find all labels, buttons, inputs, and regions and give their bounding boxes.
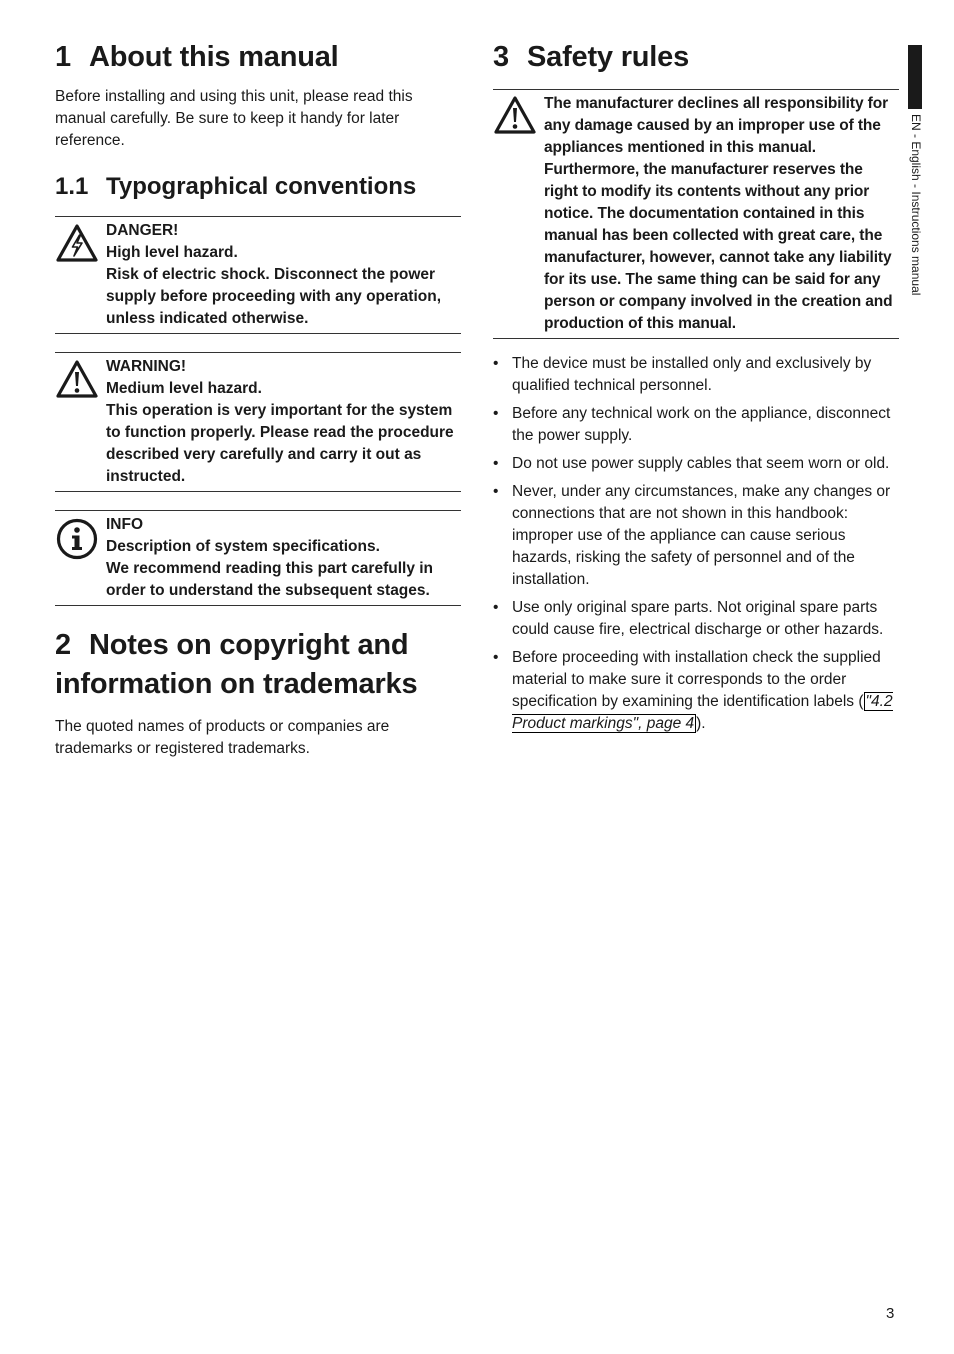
section-3-number: 3	[493, 41, 509, 73]
list-item	[493, 453, 899, 475]
electric-hazard-icon	[55, 220, 106, 268]
product-markings-link[interactable]: "4.2 Product markings", page 4	[512, 693, 893, 732]
list-item-text: Use only original spare parts. Not original spare parts could cause fire, electrical discharge or other hazards.	[512, 599, 884, 638]
list-item	[493, 647, 899, 735]
liability-notice	[493, 89, 899, 339]
section-1-1-number: 1.1	[55, 173, 89, 200]
bullet-marker: •	[493, 455, 499, 472]
section-1-1-title: Typographical conventions	[106, 173, 417, 200]
warning-title: WARNING!	[106, 358, 187, 375]
liability-notice-text: The manufacturer declines all responsibility for any damage caused by an improper use of the appliances mentioned in this manual. Furthermore, the manufacturer reserves the right to modify its contents without any prior notice. The documentation contained in this manual has been collected with great care, the manufacturer, however, cannot take any liability for its use. The same thing can be said for any person or company involved in the creation and production of this manual.	[544, 95, 893, 332]
danger-title: DANGER!	[106, 222, 179, 239]
danger-description: Risk of electric shock. Disconnect the power supply before proceeding with any operation, unless indicated otherwise.	[106, 266, 442, 327]
bullet-marker: •	[493, 599, 499, 616]
warning-icon	[493, 93, 544, 140]
section-1-1-heading	[55, 172, 461, 202]
section-2-heading	[55, 626, 461, 704]
section-1-heading	[55, 38, 461, 77]
bullet-marker: •	[493, 483, 499, 500]
warning-level: Medium level hazard.	[106, 380, 262, 397]
warning-icon	[55, 356, 106, 404]
section-2-body: The quoted names of products or companies are trademarks or registered trademarks.	[55, 718, 390, 757]
warning-notice	[55, 352, 461, 492]
list-item-text: The device must be installed only and exclusively by qualified technical personnel.	[512, 355, 872, 394]
danger-level: High level hazard.	[106, 244, 238, 261]
list-item-text: Do not use power supply cables that seem worn or old.	[512, 455, 890, 472]
bullet-marker: •	[493, 405, 499, 422]
danger-notice	[55, 216, 461, 334]
left-column	[55, 38, 461, 760]
section-1-number: 1	[55, 41, 71, 73]
info-notice	[55, 510, 461, 606]
side-label	[908, 114, 922, 344]
section-2-number: 2	[55, 629, 71, 661]
warning-description: This operation is very important for the system to function properly. Please read the procedure described very carefully and carry it out as instructed.	[106, 402, 454, 485]
info-summary: Description of system specifications.	[106, 538, 380, 555]
list-item	[493, 353, 899, 397]
page-number: 3	[886, 1305, 895, 1322]
list-item-text: Never, under any circumstances, make any changes or connections that are not shown in this handbook: improper use of the appliance can cause serious hazards, risking the safety of personnel and of the installation.	[512, 483, 891, 588]
bullet-marker: •	[493, 649, 499, 666]
list-item-text: Before proceeding with installation check the supplied material to make sure it corresponds to the order specification by examining the identification labels (	[512, 649, 881, 710]
side-tab-marker	[908, 45, 922, 109]
info-description: We recommend reading this part carefully in order to understand the subsequent stages.	[106, 560, 434, 599]
side-label-text: EN - English - Instructions manual	[909, 114, 923, 296]
section-1-title: About this manual	[89, 41, 339, 73]
section-1-body: Before installing and using this unit, please read this manual carefully. Be sure to keep it handy for later reference.	[55, 88, 413, 149]
list-item	[493, 597, 899, 641]
bullet-marker: •	[493, 355, 499, 372]
section-2-title: Notes on copyright and information on trademarks	[55, 629, 418, 700]
info-icon	[55, 514, 106, 566]
list-item-text: Before any technical work on the appliance, disconnect the power supply.	[512, 405, 891, 444]
list-item	[493, 481, 899, 591]
section-3-title: Safety rules	[527, 41, 690, 73]
list-item	[493, 403, 899, 447]
right-column	[493, 38, 899, 741]
list-item-text-end: ).	[696, 715, 706, 732]
section-3-heading	[493, 38, 899, 77]
safety-rules-list	[493, 353, 899, 735]
info-title: INFO	[106, 516, 144, 533]
